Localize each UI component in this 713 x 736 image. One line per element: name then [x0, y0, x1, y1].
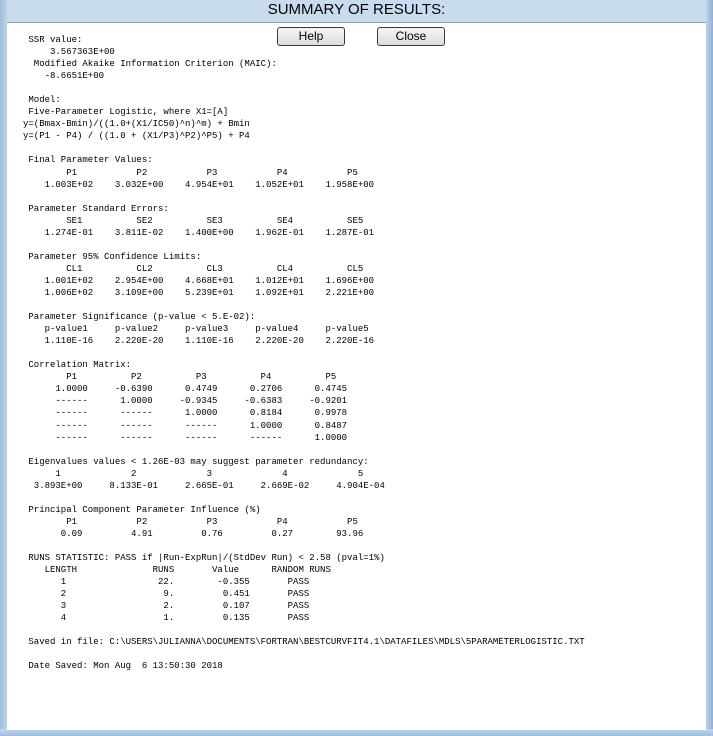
results-report [23, 34, 585, 672]
window-frame-left [0, 0, 7, 736]
report-line: Correlation Matrix: [23, 360, 132, 371]
report-line: 1.001E+02 2.954E+00 4.668E+01 1.012E+01 1.696E+00 [23, 275, 375, 286]
report-line: 1.006E+02 3.109E+00 5.239E+01 1.092E+01 2.221E+00 [23, 287, 375, 298]
report-line: 1 22. -0.355 PASS [23, 577, 310, 588]
report-line: Parameter Standard Errors: [23, 203, 169, 214]
report-line: Model: [23, 95, 61, 106]
report-line: RUNS STATISTIC: PASS if |Run-ExpRun|/(StdDev Run) < 2.58 (pval=1%) [23, 553, 385, 564]
report-line: 3.893E+00 8.133E-01 2.665E-01 2.669E-02 4.904E-04 [23, 480, 385, 491]
report-line: Parameter 95% Confidence Limits: [23, 251, 202, 262]
report-line: SE1 SE2 SE3 SE4 SE5 [23, 215, 364, 226]
window-title: SUMMARY OF RESULTS: [267, 1, 446, 18]
report-line: y=(Bmax-Bmin)/((1.0+(X1/IC50)^n)^m) + Bmin [23, 119, 250, 130]
report-line: P1 P2 P3 P4 P5 [23, 516, 358, 527]
report-line: p-value1 p-value2 p-value3 p-value4 p-value5 [23, 324, 369, 335]
report-line: y=(P1 - P4) / ((1.0 + (X1/P3)^P2)^P5) + P4 [23, 131, 250, 142]
report-line: ------ ------ 1.0000 0.8184 0.9978 [23, 408, 348, 419]
report-line: 1.003E+02 3.032E+00 4.954E+01 1.052E+01 1.958E+00 [23, 179, 375, 190]
report-line: 1.110E-16 2.220E-20 1.110E-16 2.220E-20 2.220E-16 [23, 336, 375, 347]
report-line: -8.6651E+00 [23, 71, 105, 82]
report-line: ------ ------ ------ ------ 1.0000 [23, 432, 348, 443]
window-frame-bottom [0, 729, 713, 736]
report-line: ------ 1.0000 -0.9345 -0.6383 -0.9201 [23, 396, 348, 407]
report-line: Date Saved: Mon Aug 6 13:50:30 2018 [23, 661, 223, 672]
report-line: 1.274E-01 3.811E-02 1.400E+00 1.962E-01 1.287E-01 [23, 227, 375, 238]
report-line: Final Parameter Values: [23, 155, 153, 166]
report-line: 1.0000 -0.6390 0.4749 0.2706 0.4745 [23, 384, 348, 395]
report-line: 3.567363E+00 [23, 47, 115, 58]
report-line: Parameter Significance (p-value < 5.E-02): [23, 312, 256, 323]
report-line: 4 1. 0.135 PASS [23, 613, 310, 624]
report-line: 3 2. 0.107 PASS [23, 601, 310, 612]
help-button[interactable]: Help [277, 27, 345, 46]
report-line: 1 2 3 4 5 [23, 468, 364, 479]
report-line: CL1 CL2 CL3 CL4 CL5 [23, 263, 364, 274]
report-line: 0.09 4.91 0.76 0.27 93.96 [23, 528, 364, 539]
report-line: 2 9. 0.451 PASS [23, 589, 310, 600]
report-line: Five-Parameter Logistic, where X1=[A] [23, 107, 229, 118]
report-line: P1 P2 P3 P4 P5 [23, 372, 337, 383]
window-frame-right [706, 0, 713, 736]
report-line: Saved in file: C:\USERS\JULIANNA\DOCUMENTS\FORTRAN\BESTCURVFIT4.1\DATAFILES\MDLS\5PARAMETERLOGISTIC.TXT [23, 637, 585, 648]
report-line: Eigenvalues values < 1.26E-03 may suggest parameter redundancy: [23, 456, 369, 467]
close-button[interactable]: Close [377, 27, 445, 46]
report-line: SSR value: [23, 35, 83, 45]
report-line: Modified Akaike Information Criterion (MAIC): [23, 59, 277, 70]
report-line: Principal Component Parameter Influence (%) [23, 504, 261, 515]
report-line: ------ ------ ------ 1.0000 0.8487 [23, 420, 348, 431]
report-line: LENGTH RUNS Value RANDOM RUNS [23, 565, 331, 576]
report-line: P1 P2 P3 P4 P5 [23, 167, 358, 178]
